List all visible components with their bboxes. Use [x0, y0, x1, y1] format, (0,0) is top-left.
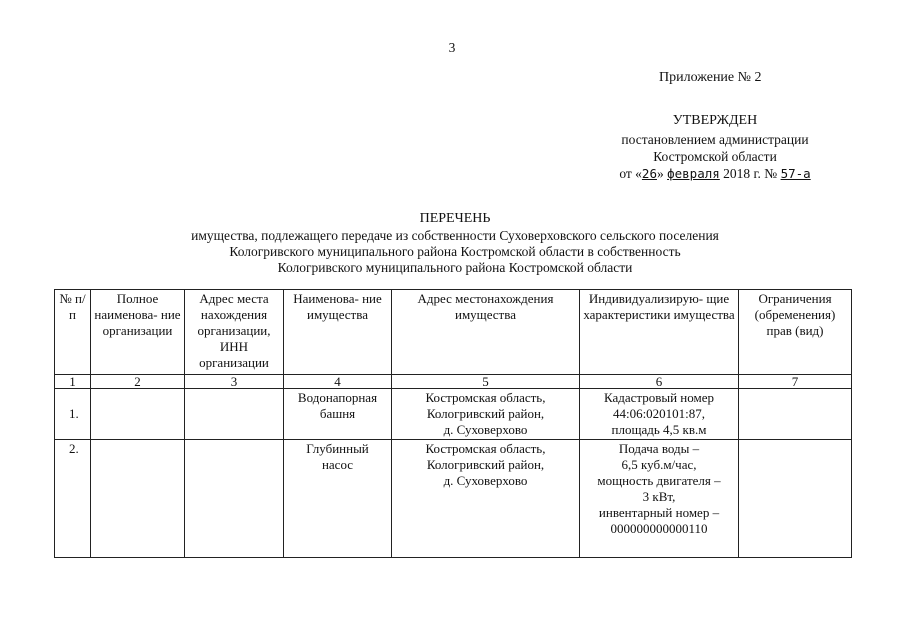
restrictions-cell	[739, 389, 852, 440]
approval-date-mid: »	[656, 166, 664, 181]
characteristics-line: 6,5 куб.м/час,	[621, 457, 697, 472]
appendix-label: Приложение № 2	[659, 70, 762, 85]
row-number: 1.	[55, 389, 91, 440]
org-address-cell	[185, 389, 284, 440]
org-name-cell	[91, 389, 185, 440]
characteristics-line: 44:06:020101:87,	[612, 406, 706, 421]
characteristics-cell	[580, 389, 739, 440]
title-line-1: имущества, подлежащего передаче из собственности Суховерховского сельского поселения	[191, 228, 719, 243]
address-line: Кологривский район,	[426, 457, 545, 472]
col-header-property-address: Адрес местонахождения имущества	[392, 290, 580, 375]
property-name-line: Глубинный	[306, 441, 369, 456]
page-number: 3	[448, 40, 456, 55]
characteristics-line: Подача воды –	[618, 441, 700, 456]
title-line-2: Кологривского муниципального района Костромской области в собственность	[229, 244, 681, 259]
approval-heading: УТВЕРЖДЕН	[672, 113, 758, 128]
org-name-cell	[91, 440, 185, 558]
org-address-cell	[185, 440, 284, 558]
assets-table	[54, 289, 852, 558]
property-name-line: насос	[321, 457, 354, 472]
col-header-org-address: Адрес места нахождения организации, ИНН организации	[185, 290, 284, 375]
column-number: 1	[55, 375, 91, 389]
approval-block	[600, 112, 830, 182]
table-row	[55, 440, 852, 558]
property-name-line: башня	[319, 406, 356, 421]
column-number: 7	[739, 375, 852, 389]
approval-month: февраля	[667, 166, 720, 181]
property-name-cell	[284, 440, 392, 558]
row-number: 2.	[55, 440, 91, 558]
characteristics-line: мощность двигателя –	[597, 473, 721, 488]
property-name-line: Водонапорная	[297, 390, 378, 405]
approval-date-line	[600, 165, 830, 182]
document-title-block	[100, 211, 810, 276]
approval-line-2: Костромской области	[653, 149, 777, 164]
column-number: 4	[284, 375, 392, 389]
column-number: 6	[580, 375, 739, 389]
characteristics-line: 000000000000110	[610, 521, 708, 536]
characteristics-line: Кадастровый номер	[603, 390, 715, 405]
approval-day: 26	[641, 166, 657, 181]
address-line: Костромская область,	[425, 390, 546, 405]
table-header-row	[55, 290, 852, 375]
approval-number: 57-а	[780, 166, 811, 181]
characteristics-line: инвентарный номер –	[598, 505, 720, 520]
characteristics-line: площадь 4,5 кв.м	[611, 422, 707, 437]
table-row	[55, 389, 852, 440]
characteristics-line: 3 кВт,	[642, 489, 676, 504]
property-address-cell	[392, 389, 580, 440]
column-number: 3	[185, 375, 284, 389]
column-number-row	[55, 375, 852, 389]
address-line: д. Суховерхово	[443, 473, 528, 488]
property-address-cell	[392, 440, 580, 558]
characteristics-cell	[580, 440, 739, 558]
col-header-restrictions: Ограничения (обременения) прав (вид)	[739, 290, 852, 375]
address-line: Костромская область,	[425, 441, 546, 456]
column-number: 5	[392, 375, 580, 389]
col-header-number: № п/п	[55, 290, 91, 375]
approval-date-prefix: от «	[619, 166, 642, 181]
col-header-org-name: Полное наименова- ние организации	[91, 290, 185, 375]
address-line: Кологривский район,	[426, 406, 545, 421]
document-title: ПЕРЕЧЕНЬ	[419, 211, 491, 226]
col-header-property-name: Наименова- ние имущества	[284, 290, 392, 375]
column-number: 2	[91, 375, 185, 389]
col-header-characteristics: Индивидуализирую- щие характеристики имущества	[580, 290, 739, 375]
address-line: д. Суховерхово	[443, 422, 528, 437]
approval-line-1: постановлением администрации	[621, 132, 809, 147]
title-line-3: Кологривского муниципального района Костромской области	[277, 260, 633, 275]
property-name-cell	[284, 389, 392, 440]
restrictions-cell	[739, 440, 852, 558]
approval-year: 2018 г. №	[723, 166, 778, 181]
